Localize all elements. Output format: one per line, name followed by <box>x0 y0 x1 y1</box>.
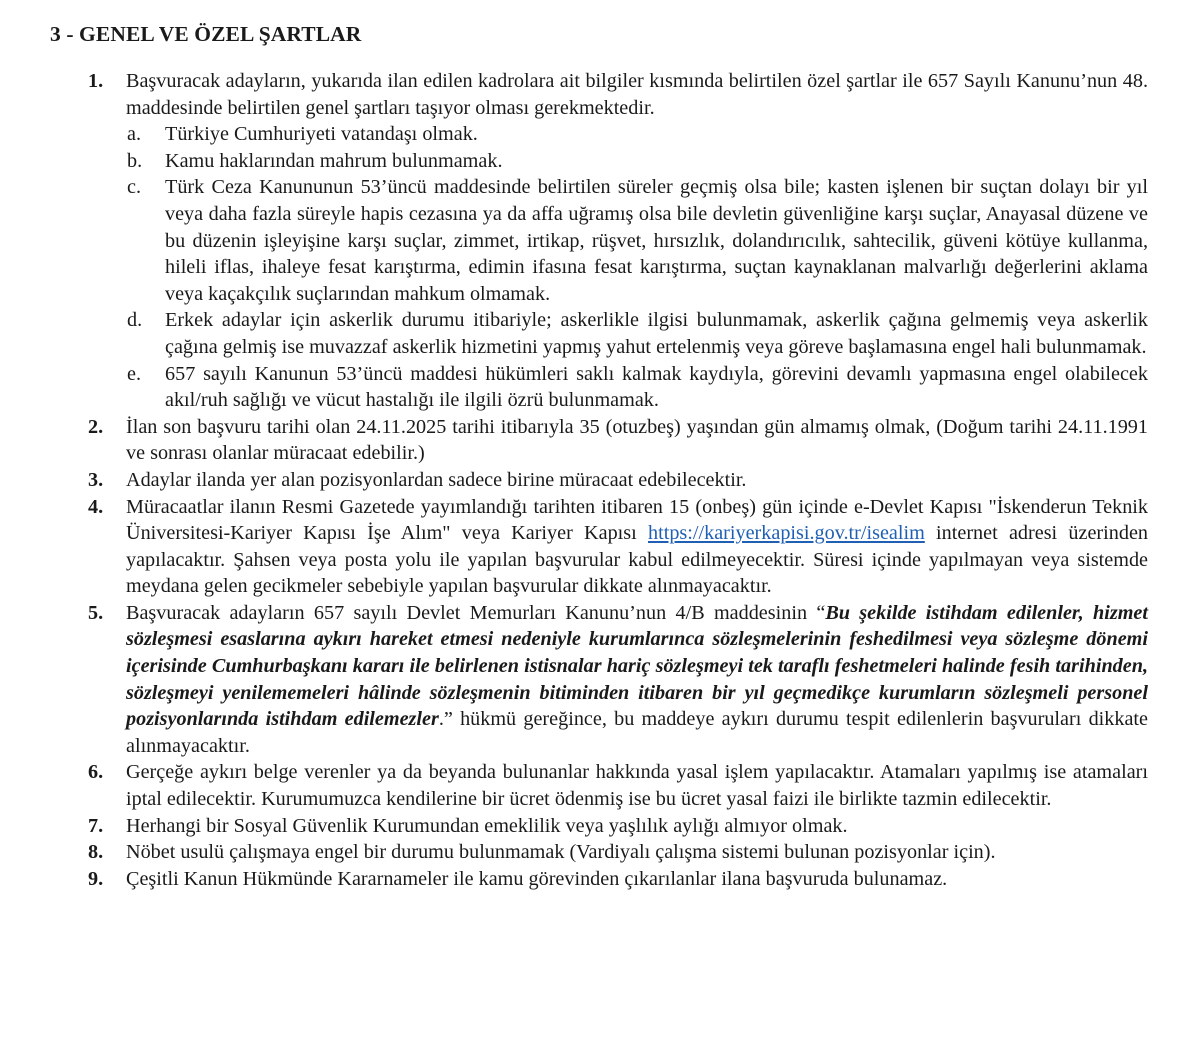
sub-item-letter: a. <box>127 123 142 146</box>
sub-item-letter: d. <box>127 309 143 332</box>
item-number: 7. <box>88 814 104 837</box>
item-text: Nöbet usulü çalışmaya engel bir durumu bulunmamak (Vardiyalı çalışma sistemi bulunan pozisyonlar için). <box>126 841 996 864</box>
kariyer-kapisi-link[interactable]: https://kariyerkapisi.gov.tr/isealim <box>648 522 925 545</box>
list-item-8 <box>88 839 1148 866</box>
item-number: 1. <box>88 70 104 92</box>
sub-item-letter: b. <box>127 149 143 172</box>
sub-item-a <box>88 121 1148 148</box>
sub-item-text: Kamu haklarından mahrum bulunmamak. <box>165 149 503 172</box>
item-text-continued: .” hükmü gereğince, bu maddeye aykırı durumu tespit edilenlerin başvuruları dikkate alınmayacaktır. <box>126 708 1148 757</box>
list-item-5 <box>88 600 1148 760</box>
section-heading: 3 - GENEL VE ÖZEL ŞARTLAR <box>50 22 362 46</box>
sub-item-text: Erkek adaylar için askerlik durumu itibariyle; askerlikle ilgisi bulunmamak, askerlik çağına gelmemiş veya askerlik çağına gelmiş ise muvazzaf askerlik hizmetini yapmış yahut ertelenmiş veya göreve başlamasına engel hali bulunmamak. <box>165 309 1148 358</box>
list-item-4 <box>88 494 1148 600</box>
list-item-6 <box>88 759 1148 812</box>
sub-item-text: 657 sayılı Kanunun 53’üncü maddesi hükümleri saklı kalmak kaydıyla, görevini devamlı yapmasına engel olabilecek akıl/ruh sağlığı ve vücut hastalığı ile ilgili özrü bulunmamak. <box>165 362 1148 412</box>
list-item-7 <box>88 813 1148 840</box>
item-number: 8. <box>88 841 104 864</box>
item-number: 5. <box>88 601 104 624</box>
list-item-1 <box>88 68 1148 121</box>
item-number: 2. <box>88 415 104 438</box>
list-item-3 <box>88 467 1148 494</box>
sub-item-d <box>88 307 1148 360</box>
item-text: Müracaatlar ilanın Resmi Gazetede yayımlandığı tarihten itibaren 15 (onbeş) gün içinde e-Devlet Kapısı "İskenderun Teknik Üniversitesi-Kariyer Kapısı İşe Alım" veya Kariyer Kapısı <box>126 495 1148 545</box>
sub-item-letter: e. <box>127 362 142 385</box>
conditions-list <box>88 68 1148 892</box>
law-quote: Bu şekilde istihdam edilenler, hizmet sözleşmesi esaslarına aykırı hareket etmesi nedeniyle kurumlarınca sözleşmelerinin feshedilmesi veya sözleşme dönemi içerisinde Cumhurbaşkanı kararı ile belirlenen istisnalar hariç sözleşmeyi tek taraflı feshetmeleri halinde fesih tarihinden, sözleşmeyi yenilememeleri hâlinde sözleşmenin bitiminden itibaren bir yıl geçmedikçe kurumların sözleşmeli personel pozisyonlarında istihdam edilemezler <box>126 601 1148 731</box>
item-text: Başvuracak adayların, yukarıda ilan edilen kadrolara ait bilgiler kısmında belirtilen özel şartlar ile 657 Sayılı Kanunu’nun 48. maddesinde belirtilen genel şartları taşıyor olması gerekmektedir. <box>126 70 1148 119</box>
item-text: Adaylar ilanda yer alan pozisyonlardan sadece birine müracaat edebilecektir. <box>126 468 747 491</box>
item-text: İlan son başvuru tarihi olan 24.11.2025 tarihi itibarıyla 35 (otuzbeş) yaşından gün almamış olmak, (Doğum tarihi 24.11.1991 ve sonrası olanlar müracaat edebilir.) <box>126 415 1148 465</box>
item-number: 4. <box>88 495 104 518</box>
item-text: Herhangi bir Sosyal Güvenlik Kurumundan emeklilik veya yaşlılık aylığı almıyor olmak. <box>126 814 848 837</box>
item-text-continued: internet adresi üzerinden yapılacaktır. Şahsen veya posta yolu ile yapılan başvurular kabul edilmeyecektir. Süresi içinde yapılmayan veya sistemde meydana gelen gecikmeler sebebiyle yapılan başvurular dikkate alınmayacaktır. <box>126 522 1148 598</box>
sub-item-e <box>88 361 1148 414</box>
item-number: 9. <box>88 867 104 890</box>
sub-item-text: Türkiye Cumhuriyeti vatandaşı olmak. <box>165 123 478 146</box>
sub-item-letter: c. <box>127 176 142 199</box>
list-item-9 <box>88 866 1148 893</box>
item-text: Başvuracak adayların 657 sayılı Devlet Memurları Kanunu’nun 4/B maddesinin “ <box>126 601 826 624</box>
item-number: 6. <box>88 761 104 784</box>
sub-item-c <box>88 174 1148 307</box>
item-text: Çeşitli Kanun Hükmünde Kararnameler ile kamu görevinden çıkarılanlar ilana başvuruda bulunamaz. <box>126 867 948 890</box>
item-number: 3. <box>88 468 104 491</box>
list-item-2 <box>88 414 1148 467</box>
item-text: Gerçeğe aykırı belge verenler ya da beyanda bulunanlar hakkında yasal işlem yapılacaktır. Atamaları yapılmış ise atamaları iptal edilecektir. Kurumumuzca kendilerine bir ücret ödenmiş ise bu ücret yasal faizi ile birlikte tazmin edilecektir. <box>126 761 1148 811</box>
sub-item-text: Türk Ceza Kanununun 53’üncü maddesinde belirtilen süreler geçmiş olsa bile; kasten işlenen bir suçtan dolayı bir yıl veya daha fazla süreyle hapis cezasına ya da affa uğramış olsa bile devletin güvenliğine karşı suçlar, Anayasal düzene ve bu düzenin işleyişine karşı suçlar, zimmet, irtikap, rüşvet, hırsızlık, dolandırıcılık, sahtecilik, güveni kötüye kullanma, hileli iflas, ihaleye fesat karıştırma, edimin ifasına fesat karıştırma, suçtan kaynaklanan malvarlığı değerlerini aklama veya kaçakçılık suçlarından mahkum olmamak. <box>165 176 1148 305</box>
sub-item-b <box>88 148 1148 175</box>
